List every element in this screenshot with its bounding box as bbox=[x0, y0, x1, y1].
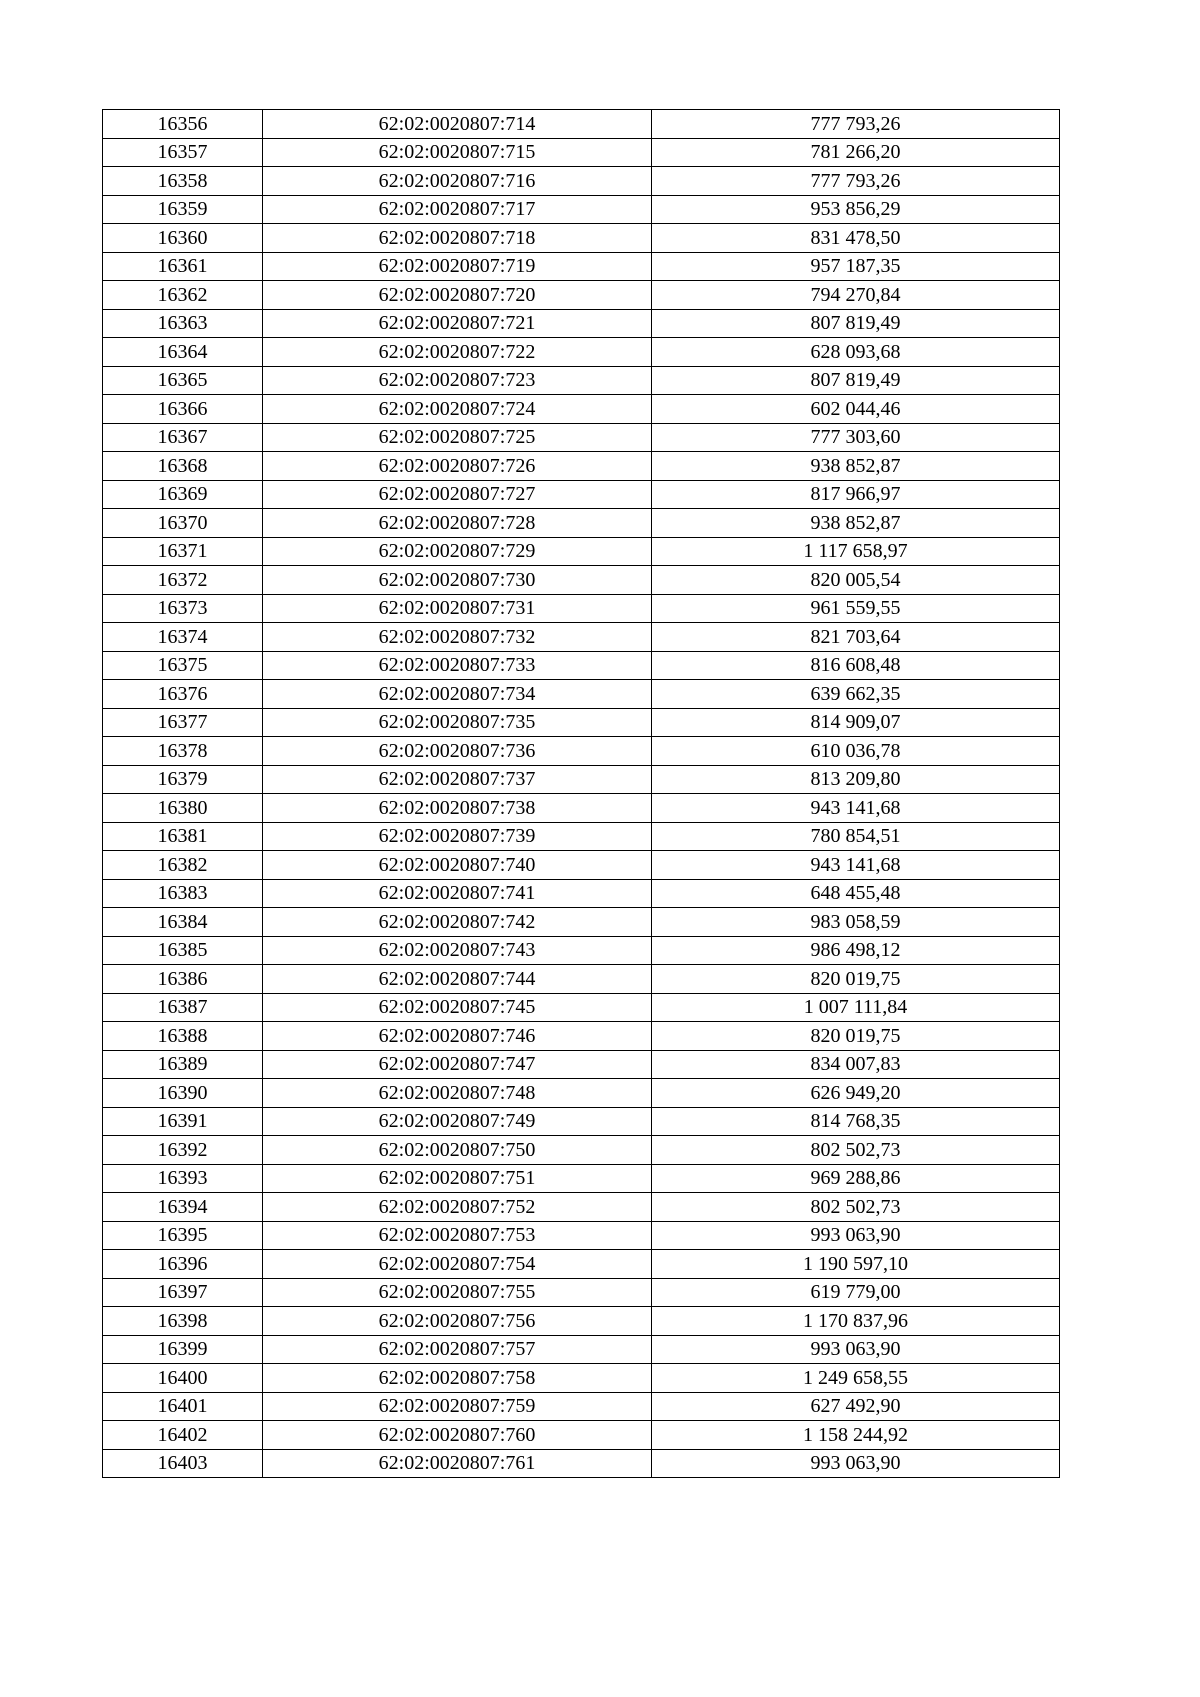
row-number-cell: 16386 bbox=[103, 965, 263, 994]
row-number-cell: 16393 bbox=[103, 1164, 263, 1193]
row-number-cell: 16383 bbox=[103, 879, 263, 908]
cadastral-number-cell: 62:02:0020807:743 bbox=[263, 936, 652, 965]
row-number-cell: 16362 bbox=[103, 281, 263, 310]
cadastral-value-cell: 807 819,49 bbox=[652, 309, 1060, 338]
table-row bbox=[103, 566, 1060, 595]
cadastral-value-cell: 943 141,68 bbox=[652, 851, 1060, 880]
cadastral-value-cell: 628 093,68 bbox=[652, 338, 1060, 367]
table-row bbox=[103, 623, 1060, 652]
cadastral-number-cell: 62:02:0020807:754 bbox=[263, 1250, 652, 1279]
table-row bbox=[103, 395, 1060, 424]
table-row bbox=[103, 110, 1060, 139]
cadastral-value-cell: 1 190 597,10 bbox=[652, 1250, 1060, 1279]
row-number-cell: 16373 bbox=[103, 594, 263, 623]
cadastral-value-cell: 1 117 658,97 bbox=[652, 537, 1060, 566]
cadastral-value-cell: 807 819,49 bbox=[652, 366, 1060, 395]
cadastral-number-cell: 62:02:0020807:751 bbox=[263, 1164, 652, 1193]
row-number-cell: 16375 bbox=[103, 651, 263, 680]
cadastral-number-cell: 62:02:0020807:737 bbox=[263, 765, 652, 794]
table-row bbox=[103, 737, 1060, 766]
row-number-cell: 16397 bbox=[103, 1278, 263, 1307]
cadastral-number-cell: 62:02:0020807:727 bbox=[263, 480, 652, 509]
cadastral-number-cell: 62:02:0020807:753 bbox=[263, 1221, 652, 1250]
table-row bbox=[103, 965, 1060, 994]
cadastral-number-cell: 62:02:0020807:750 bbox=[263, 1136, 652, 1165]
cadastral-value-cell: 993 063,90 bbox=[652, 1221, 1060, 1250]
table-row bbox=[103, 480, 1060, 509]
cadastral-number-cell: 62:02:0020807:739 bbox=[263, 822, 652, 851]
row-number-cell: 16395 bbox=[103, 1221, 263, 1250]
cadastral-number-cell: 62:02:0020807:718 bbox=[263, 224, 652, 253]
cadastral-value-cell: 1 158 244,92 bbox=[652, 1421, 1060, 1450]
row-number-cell: 16389 bbox=[103, 1050, 263, 1079]
cadastral-value-cell: 1 249 658,55 bbox=[652, 1364, 1060, 1393]
cadastral-value-cell: 938 852,87 bbox=[652, 509, 1060, 538]
cadastral-value-cell: 777 303,60 bbox=[652, 423, 1060, 452]
table-row bbox=[103, 509, 1060, 538]
row-number-cell: 16384 bbox=[103, 908, 263, 937]
cadastral-value-cell: 813 209,80 bbox=[652, 765, 1060, 794]
row-number-cell: 16374 bbox=[103, 623, 263, 652]
row-number-cell: 16370 bbox=[103, 509, 263, 538]
table-row bbox=[103, 1022, 1060, 1051]
row-number-cell: 16366 bbox=[103, 395, 263, 424]
table-row bbox=[103, 708, 1060, 737]
cadastral-value-cell: 814 768,35 bbox=[652, 1107, 1060, 1136]
table-row bbox=[103, 879, 1060, 908]
row-number-cell: 16382 bbox=[103, 851, 263, 880]
table-row bbox=[103, 1107, 1060, 1136]
row-number-cell: 16401 bbox=[103, 1392, 263, 1421]
cadastral-number-cell: 62:02:0020807:722 bbox=[263, 338, 652, 367]
row-number-cell: 16363 bbox=[103, 309, 263, 338]
cadastral-value-cell: 993 063,90 bbox=[652, 1449, 1060, 1478]
table-row bbox=[103, 794, 1060, 823]
cadastral-number-cell: 62:02:0020807:733 bbox=[263, 651, 652, 680]
cadastral-value-cell: 820 019,75 bbox=[652, 965, 1060, 994]
table-row bbox=[103, 680, 1060, 709]
cadastral-number-cell: 62:02:0020807:720 bbox=[263, 281, 652, 310]
cadastral-value-cell: 777 793,26 bbox=[652, 110, 1060, 139]
table-row bbox=[103, 1307, 1060, 1336]
cadastral-value-cell: 627 492,90 bbox=[652, 1392, 1060, 1421]
row-number-cell: 16361 bbox=[103, 252, 263, 281]
cadastral-number-cell: 62:02:0020807:744 bbox=[263, 965, 652, 994]
cadastral-number-cell: 62:02:0020807:717 bbox=[263, 195, 652, 224]
table-row bbox=[103, 1164, 1060, 1193]
cadastral-number-cell: 62:02:0020807:755 bbox=[263, 1278, 652, 1307]
row-number-cell: 16390 bbox=[103, 1079, 263, 1108]
table-row bbox=[103, 908, 1060, 937]
row-number-cell: 16403 bbox=[103, 1449, 263, 1478]
cadastral-number-cell: 62:02:0020807:740 bbox=[263, 851, 652, 880]
cadastral-number-cell: 62:02:0020807:721 bbox=[263, 309, 652, 338]
table-row bbox=[103, 338, 1060, 367]
row-number-cell: 16372 bbox=[103, 566, 263, 595]
cadastral-value-cell: 943 141,68 bbox=[652, 794, 1060, 823]
cadastral-value-cell: 626 949,20 bbox=[652, 1079, 1060, 1108]
table-row bbox=[103, 993, 1060, 1022]
row-number-cell: 16378 bbox=[103, 737, 263, 766]
cadastral-number-cell: 62:02:0020807:729 bbox=[263, 537, 652, 566]
table-row bbox=[103, 138, 1060, 167]
row-number-cell: 16377 bbox=[103, 708, 263, 737]
cadastral-value-cell: 831 478,50 bbox=[652, 224, 1060, 253]
cadastral-number-cell: 62:02:0020807:752 bbox=[263, 1193, 652, 1222]
cadastral-number-cell: 62:02:0020807:742 bbox=[263, 908, 652, 937]
cadastral-value-cell: 648 455,48 bbox=[652, 879, 1060, 908]
cadastral-value-cell: 986 498,12 bbox=[652, 936, 1060, 965]
cadastral-value-cell: 834 007,83 bbox=[652, 1050, 1060, 1079]
cadastral-value-cell: 781 266,20 bbox=[652, 138, 1060, 167]
cadastral-value-cell: 938 852,87 bbox=[652, 452, 1060, 481]
table-row bbox=[103, 1136, 1060, 1165]
cadastral-number-cell: 62:02:0020807:749 bbox=[263, 1107, 652, 1136]
cadastral-value-cell: 957 187,35 bbox=[652, 252, 1060, 281]
cadastral-number-cell: 62:02:0020807:759 bbox=[263, 1392, 652, 1421]
table-row bbox=[103, 1449, 1060, 1478]
cadastral-value-cell: 802 502,73 bbox=[652, 1193, 1060, 1222]
table-row bbox=[103, 252, 1060, 281]
row-number-cell: 16369 bbox=[103, 480, 263, 509]
cadastral-number-cell: 62:02:0020807:757 bbox=[263, 1335, 652, 1364]
cadastral-number-cell: 62:02:0020807:735 bbox=[263, 708, 652, 737]
cadastral-value-cell: 602 044,46 bbox=[652, 395, 1060, 424]
table-row bbox=[103, 366, 1060, 395]
cadastral-value-cell: 802 502,73 bbox=[652, 1136, 1060, 1165]
table-row bbox=[103, 936, 1060, 965]
cadastral-value-cell: 817 966,97 bbox=[652, 480, 1060, 509]
row-number-cell: 16391 bbox=[103, 1107, 263, 1136]
table-row bbox=[103, 594, 1060, 623]
cadastral-number-cell: 62:02:0020807:715 bbox=[263, 138, 652, 167]
table-row bbox=[103, 1050, 1060, 1079]
table-row bbox=[103, 822, 1060, 851]
cadastral-value-cell: 820 005,54 bbox=[652, 566, 1060, 595]
cadastral-value-cell: 1 007 111,84 bbox=[652, 993, 1060, 1022]
cadastral-value-cell: 777 793,26 bbox=[652, 167, 1060, 196]
cadastral-number-cell: 62:02:0020807:747 bbox=[263, 1050, 652, 1079]
table-row bbox=[103, 1421, 1060, 1450]
table-row bbox=[103, 1335, 1060, 1364]
table-row bbox=[103, 537, 1060, 566]
table-body bbox=[103, 110, 1060, 1478]
row-number-cell: 16399 bbox=[103, 1335, 263, 1364]
cadastral-number-cell: 62:02:0020807:724 bbox=[263, 395, 652, 424]
cadastral-value-cell: 993 063,90 bbox=[652, 1335, 1060, 1364]
table-row bbox=[103, 423, 1060, 452]
cadastral-value-cell: 780 854,51 bbox=[652, 822, 1060, 851]
row-number-cell: 16357 bbox=[103, 138, 263, 167]
cadastral-number-cell: 62:02:0020807:726 bbox=[263, 452, 652, 481]
cadastral-number-cell: 62:02:0020807:756 bbox=[263, 1307, 652, 1336]
row-number-cell: 16379 bbox=[103, 765, 263, 794]
row-number-cell: 16400 bbox=[103, 1364, 263, 1393]
cadastral-value-cell: 816 608,48 bbox=[652, 651, 1060, 680]
cadastral-value-cell: 814 909,07 bbox=[652, 708, 1060, 737]
cadastral-number-cell: 62:02:0020807:746 bbox=[263, 1022, 652, 1051]
cadastral-value-cell: 983 058,59 bbox=[652, 908, 1060, 937]
row-number-cell: 16376 bbox=[103, 680, 263, 709]
row-number-cell: 16371 bbox=[103, 537, 263, 566]
cadastral-number-cell: 62:02:0020807:738 bbox=[263, 794, 652, 823]
cadastral-value-cell: 953 856,29 bbox=[652, 195, 1060, 224]
cadastral-number-cell: 62:02:0020807:714 bbox=[263, 110, 652, 139]
cadastral-value-cell: 794 270,84 bbox=[652, 281, 1060, 310]
cadastral-number-cell: 62:02:0020807:760 bbox=[263, 1421, 652, 1450]
row-number-cell: 16368 bbox=[103, 452, 263, 481]
cadastral-number-cell: 62:02:0020807:741 bbox=[263, 879, 652, 908]
table-row bbox=[103, 1193, 1060, 1222]
cadastral-value-cell: 969 288,86 bbox=[652, 1164, 1060, 1193]
table-row bbox=[103, 309, 1060, 338]
table-row bbox=[103, 851, 1060, 880]
cadastral-value-cell: 610 036,78 bbox=[652, 737, 1060, 766]
table-row bbox=[103, 224, 1060, 253]
cadastral-number-cell: 62:02:0020807:728 bbox=[263, 509, 652, 538]
row-number-cell: 16402 bbox=[103, 1421, 263, 1450]
row-number-cell: 16396 bbox=[103, 1250, 263, 1279]
table-row bbox=[103, 765, 1060, 794]
table-row bbox=[103, 1250, 1060, 1279]
row-number-cell: 16394 bbox=[103, 1193, 263, 1222]
cadastral-number-cell: 62:02:0020807:730 bbox=[263, 566, 652, 595]
table-row bbox=[103, 1221, 1060, 1250]
cadastral-value-cell: 961 559,55 bbox=[652, 594, 1060, 623]
cadastral-number-cell: 62:02:0020807:758 bbox=[263, 1364, 652, 1393]
row-number-cell: 16392 bbox=[103, 1136, 263, 1165]
table-row bbox=[103, 1079, 1060, 1108]
table-row bbox=[103, 1364, 1060, 1393]
row-number-cell: 16398 bbox=[103, 1307, 263, 1336]
row-number-cell: 16367 bbox=[103, 423, 263, 452]
cadastral-number-cell: 62:02:0020807:732 bbox=[263, 623, 652, 652]
row-number-cell: 16387 bbox=[103, 993, 263, 1022]
cadastral-number-cell: 62:02:0020807:748 bbox=[263, 1079, 652, 1108]
row-number-cell: 16385 bbox=[103, 936, 263, 965]
row-number-cell: 16356 bbox=[103, 110, 263, 139]
cadastral-value-cell: 820 019,75 bbox=[652, 1022, 1060, 1051]
row-number-cell: 16360 bbox=[103, 224, 263, 253]
cadastral-number-cell: 62:02:0020807:761 bbox=[263, 1449, 652, 1478]
cadastral-number-cell: 62:02:0020807:725 bbox=[263, 423, 652, 452]
table-row bbox=[103, 1392, 1060, 1421]
cadastral-value-cell: 1 170 837,96 bbox=[652, 1307, 1060, 1336]
cadastral-value-table bbox=[102, 109, 1060, 1478]
table-row bbox=[103, 452, 1060, 481]
row-number-cell: 16364 bbox=[103, 338, 263, 367]
row-number-cell: 16380 bbox=[103, 794, 263, 823]
table-row bbox=[103, 1278, 1060, 1307]
row-number-cell: 16388 bbox=[103, 1022, 263, 1051]
cadastral-value-cell: 821 703,64 bbox=[652, 623, 1060, 652]
table-row bbox=[103, 167, 1060, 196]
table-row bbox=[103, 281, 1060, 310]
cadastral-number-cell: 62:02:0020807:719 bbox=[263, 252, 652, 281]
cadastral-number-cell: 62:02:0020807:745 bbox=[263, 993, 652, 1022]
cadastral-number-cell: 62:02:0020807:736 bbox=[263, 737, 652, 766]
row-number-cell: 16359 bbox=[103, 195, 263, 224]
cadastral-number-cell: 62:02:0020807:716 bbox=[263, 167, 652, 196]
row-number-cell: 16381 bbox=[103, 822, 263, 851]
table-row bbox=[103, 651, 1060, 680]
cadastral-number-cell: 62:02:0020807:723 bbox=[263, 366, 652, 395]
cadastral-value-cell: 619 779,00 bbox=[652, 1278, 1060, 1307]
cadastral-number-cell: 62:02:0020807:731 bbox=[263, 594, 652, 623]
cadastral-value-cell: 639 662,35 bbox=[652, 680, 1060, 709]
row-number-cell: 16365 bbox=[103, 366, 263, 395]
row-number-cell: 16358 bbox=[103, 167, 263, 196]
table-row bbox=[103, 195, 1060, 224]
cadastral-number-cell: 62:02:0020807:734 bbox=[263, 680, 652, 709]
